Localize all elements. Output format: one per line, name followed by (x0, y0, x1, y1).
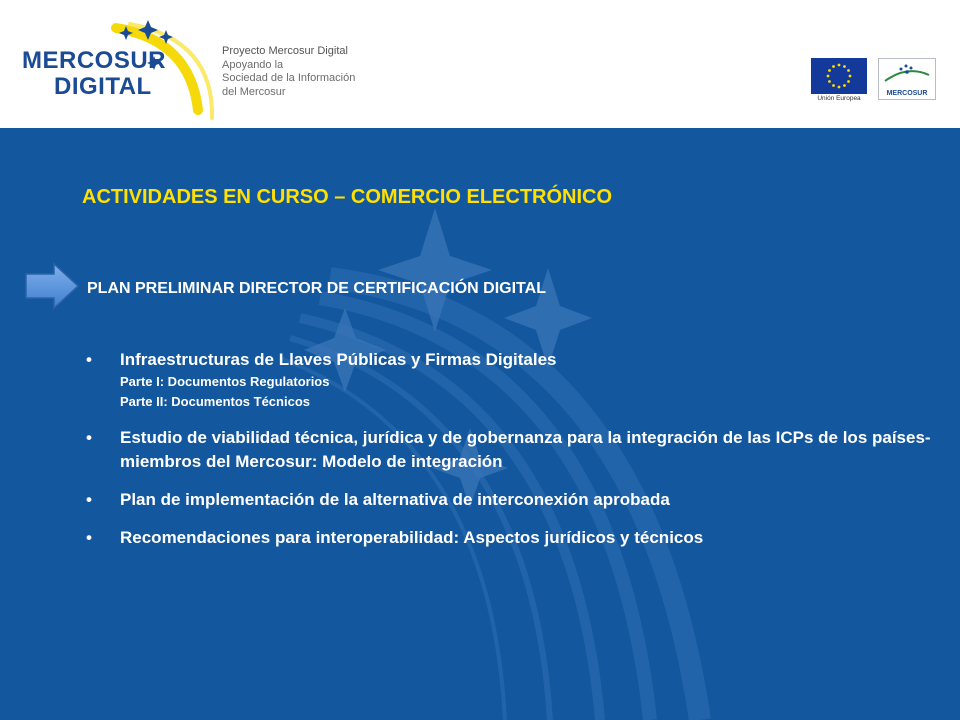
slide-subtitle: PLAN PRELIMINAR DIRECTOR DE CERTIFICACIÓN DIGITAL (87, 280, 546, 297)
project-line: del Mercosur (222, 85, 286, 98)
project-line: Proyecto Mercosur Digital (222, 45, 348, 57)
bullet-dot: • (86, 490, 92, 509)
bullet-text: Estudio de viabilidad técnica, jurídica y de gobernanza para la integración de las ICPs de los países-miembros del Mercosur: Modelo de integración (120, 428, 931, 471)
project-line: Sociedad de la Información (222, 72, 356, 84)
arrow-right-icon (24, 262, 80, 310)
eu-star (832, 65, 835, 68)
bullet-text: Infraestructuras de Llaves Públicas y Firmas Digitales (120, 350, 557, 369)
eu-star (843, 84, 846, 87)
bullet-list (86, 348, 936, 564)
eu-star (832, 84, 835, 87)
eu-flag (811, 58, 867, 94)
list-item (86, 426, 936, 474)
bullet-dot: • (86, 528, 92, 547)
content-area (0, 128, 960, 720)
slide-title: ACTIVIDADES EN CURSO – COMERCIO ELECTRÓNICO (82, 186, 613, 208)
eu-star (828, 80, 831, 83)
bullet-subtext: Parte II: Documentos Técnicos (120, 394, 310, 409)
header (0, 0, 960, 128)
list-item (86, 526, 936, 550)
list-item (86, 348, 936, 412)
eu-stars-icon (811, 58, 867, 94)
mercosur-emblem-icon (879, 59, 935, 87)
mercosur-label: MERCOSUR (886, 90, 928, 97)
bullet-dot: • (86, 428, 92, 447)
eu-star (847, 80, 850, 83)
eu-star (847, 69, 850, 72)
bullet-subtext: Parte I: Documentos Regulatorios (120, 374, 330, 389)
list-item (86, 488, 936, 512)
eu-star (828, 69, 831, 72)
project-line: Apoyando la (222, 58, 284, 71)
mercosur-logo (878, 58, 936, 100)
eu-star (843, 65, 846, 68)
eu-star (838, 64, 841, 67)
eu-star (849, 75, 852, 78)
logo-text-digital: DIGITAL (54, 73, 152, 100)
bullet-text: Plan de implementación de la alternativa de interconexión aprobada (120, 490, 670, 509)
eu-label: Unión Europea (817, 95, 861, 102)
logo-text-mercosur: MERCOSUR (22, 47, 167, 74)
eu-star (827, 75, 830, 78)
project-caption (222, 45, 355, 99)
bullet-dot: • (86, 350, 92, 369)
bullet-text: Recomendaciones para interoperabilidad: Aspectos jurídicos y técnicos (120, 528, 704, 547)
eu-logo (811, 58, 867, 106)
eu-star (838, 86, 841, 89)
